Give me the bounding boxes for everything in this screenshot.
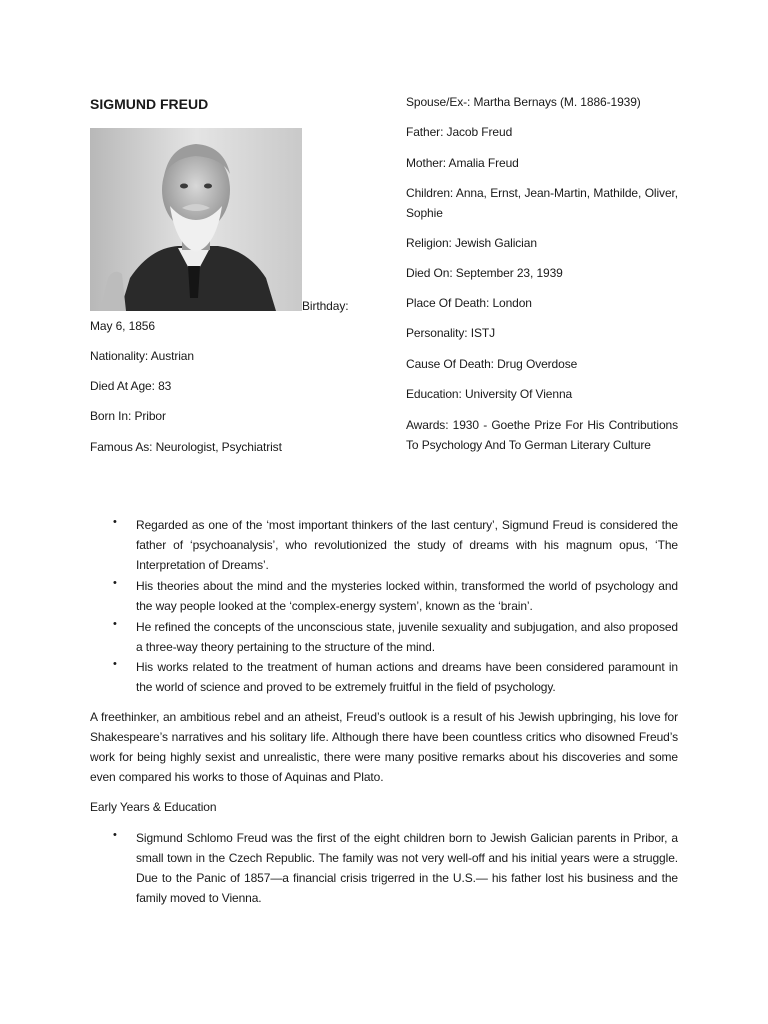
bullet-glyph: •: [113, 829, 117, 841]
bullet-text: Regarded as one of the ‘most important thinkers of the last century’, Sigmund Freud is considered the father of ‘psychoanalysis’, who revolutionized the study of dreams with his magnum opus, ‘The Interpretation of Dreams’.: [136, 518, 678, 572]
section-heading: Early Years & Education: [90, 800, 217, 814]
famous-as: Famous As: Neurologist, Psychiatrist: [90, 440, 282, 454]
bullet-glyph: •: [113, 618, 117, 630]
bullet-glyph: •: [113, 658, 117, 670]
bullet-glyph: •: [113, 516, 117, 528]
bullet-text: His theories about the mind and the mysteries locked within, transformed the world of psychology and the way people looked at the ‘complex-energy system’, known as the ‘brain’.: [136, 579, 678, 613]
body-paragraph: A freethinker, an ambitious rebel and an atheist, Freud’s outlook is a result of his Jewish upbringing, his love for Shakespeare’s narratives and his solitary life. Although there have been countless critics who disowned Freud’s work for being highly sexist and unrealistic, there were many positive remarks about his discoveries and some even compared his works to those of Aquinas and Plato.: [90, 710, 678, 784]
died-on: Died On: September 23, 1939: [406, 266, 563, 280]
born-in: Born In: Pribor: [90, 409, 166, 423]
place-of-death: Place Of Death: London: [406, 296, 532, 310]
mother: Mother: Amalia Freud: [406, 156, 519, 170]
bullet-text: He refined the concepts of the unconscious state, juvenile sexuality and subjugation, and also proposed a three-way theory pertaining to the structure of the mind.: [136, 620, 678, 654]
page-title: SIGMUND FREUD: [90, 96, 209, 112]
education: Education: University Of Vienna: [406, 387, 573, 401]
bullet-glyph: •: [113, 577, 117, 589]
father: Father: Jacob Freud: [406, 125, 513, 139]
awards: Awards: 1930 - Goethe Prize For His Contributions To Psychology And To German Literary Culture: [406, 418, 678, 452]
spouse: Spouse/Ex-: Martha Bernays (M. 1886-1939): [406, 95, 641, 109]
personality: Personality: ISTJ: [406, 326, 495, 340]
religion: Religion: Jewish Galician: [406, 236, 537, 250]
children: Children: Anna, Ernst, Jean-Martin, Mathilde, Oliver, Sophie: [406, 186, 678, 220]
bullet-text: Sigmund Schlomo Freud was the first of the eight children born to Jewish Galician parents in Pribor, a small town in the Czech Republic. The family was not very well-off and his initial years were a struggle. Due to the Panic of 1857—a financial crisis trigerred in the U.S.— his father lost his business and the family moved to Vienna.: [136, 831, 678, 905]
birthday-value: May 6, 1856: [90, 319, 155, 333]
birthday-label: Birthday:: [302, 299, 349, 313]
died-at-age: Died At Age: 83: [90, 379, 172, 393]
nationality: Nationality: Austrian: [90, 349, 194, 363]
portrait-photo: [90, 128, 302, 311]
bullet-text: His works related to the treatment of human actions and dreams have been considered paramount in the world of science and proved to be extremely fruitful in the field of psychology.: [136, 660, 678, 694]
cause-of-death: Cause Of Death: Drug Overdose: [406, 357, 578, 371]
